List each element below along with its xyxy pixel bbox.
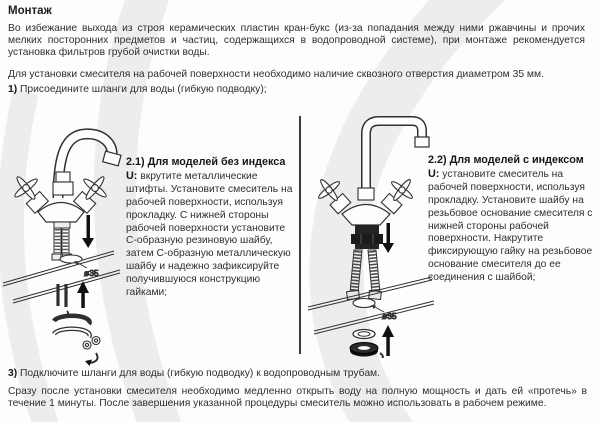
flexible-hoses — [52, 222, 72, 260]
cross-handle-right — [390, 178, 414, 202]
step-2-2-heading: 2.2) Для моделей с индексом U: — [428, 154, 584, 180]
diagram-faucet-without-index-u — [0, 108, 135, 366]
step-2-2 — [428, 154, 596, 285]
up-arrow-icon — [382, 325, 394, 356]
diagram-faucet-with-index-u — [300, 108, 442, 358]
washer — [353, 330, 375, 339]
down-arrow-icon — [82, 215, 94, 248]
step-1-text: Присоедините шланги для воды (гибкую подводку); — [20, 84, 267, 95]
step-2-1 — [126, 156, 296, 300]
down-arrow-icon — [382, 223, 394, 253]
cross-handle-right — [82, 175, 108, 201]
hole-size-note: Для установки смесителя на рабочей поверхности необходимо наличие сквозного отверстия диаметром 35 мм. — [8, 69, 544, 80]
fixing-nuts — [83, 337, 100, 350]
faucet-body — [342, 205, 390, 226]
cross-handle-left — [13, 175, 39, 201]
column-divider — [299, 116, 301, 354]
c-rubber-washer — [54, 316, 90, 324]
aerator-tip — [103, 151, 121, 166]
fixing-nut — [350, 343, 378, 357]
hole-diameter-label: ø35 — [382, 311, 397, 321]
faucet-body — [38, 203, 84, 223]
step-2-1-heading: 2.1) Для моделей без индекса U: — [126, 156, 286, 182]
outro-paragraph: Сразу после установки смесителя необходимо медленно открыть воду на полную мощность и дать ей «протечь» в течение 1 минуты. После завершения указанной процедуры смеситель можно использовать в рабочем режиме. — [8, 386, 587, 409]
spout-collar — [53, 182, 73, 195]
rotate-arrow-icon — [85, 353, 98, 366]
braided-hoses — [347, 250, 382, 300]
threaded-base — [351, 225, 383, 249]
step-2-2-text: установите смеситель на рабочей поверхности, используя прокладку. Установите шайбу на резьбовое основание смесителя с нижней стороны рабочей поверхности. Накрутите фиксирующую гайку на резьбовое основание смесителя до ее соединения с шайбой; — [428, 168, 593, 284]
countertop-hole — [353, 299, 375, 308]
spout-collar — [358, 188, 374, 200]
step-3-number: 3) — [8, 368, 18, 379]
step-1-number: 1) — [8, 84, 18, 95]
hole-diameter-label: ø35 — [84, 268, 99, 278]
intro-paragraph: Во избежание выхода из строя керамических пластин кран-букс (из-за попадания между ними ржавчины и прочих мелких посторонних предметов и частиц, содержащихся в водопроводной системе), при монтаже рекомендуется установка фильтров грубой очистки воды. — [8, 23, 585, 58]
step-2-1-text: вкрутите металлические штифты. Установите смеситель на рабочей поверхности, используя прокладку. С нижней стороны рабочей поверхности установите С-образную резиновую шайбу, затем С-образную металлическую шайбу и надежно зафиксируйте получившуюся конструкцию гайками; — [126, 170, 293, 299]
step-3-text: Подключите шланги для воды (гибкую подводку) к водопроводным трубам. — [20, 368, 380, 379]
aerator-tip — [415, 137, 429, 147]
cross-handle-left — [317, 178, 341, 202]
step-1 — [8, 84, 585, 96]
page-title: Монтаж — [8, 5, 52, 17]
step-3 — [8, 368, 588, 380]
